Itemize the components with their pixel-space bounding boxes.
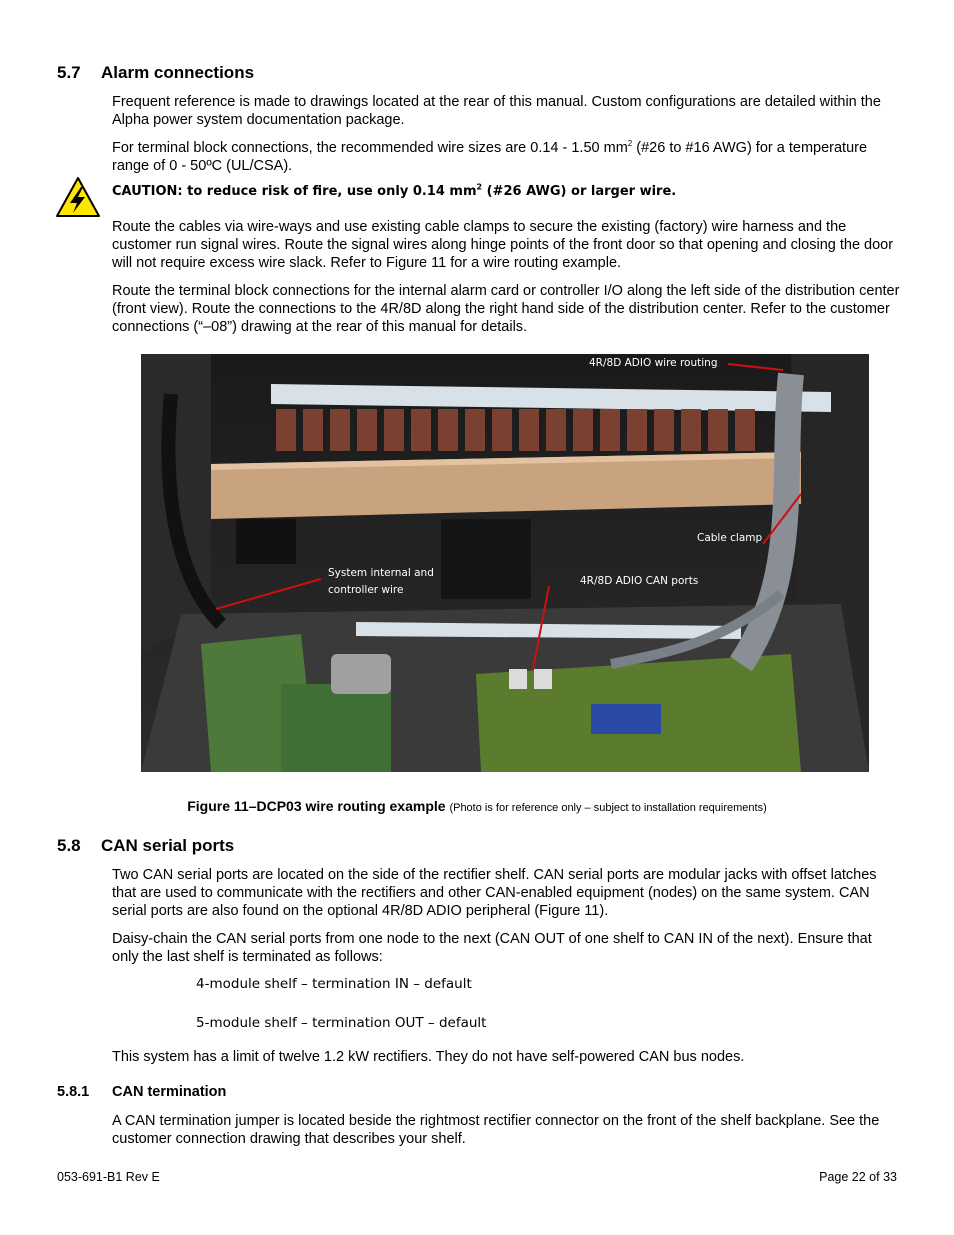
section-number: 5.8	[57, 836, 81, 855]
label-cable-clamp: Cable clamp	[697, 532, 763, 544]
label-adio-wire-routing: 4R/8D ADIO wire routing	[589, 357, 718, 369]
figure-caption: Figure 11–DCP03 wire routing example (Photo is for reference only – subject to installation requirements)	[187, 798, 767, 814]
section-title: CAN termination	[112, 1084, 227, 1100]
caution-text: CAUTION: to reduce risk of fire, use only 0.14 $mm^2$ (#26 AWG) or larger wire.	[112, 182, 677, 199]
section-number: 5.7	[57, 63, 81, 82]
paragraph: Daisy-chain the CAN serial ports from one node to the next (CAN OUT of one shelf to CAN IN of the next). Ensure that only the last shelf is terminated as follows:	[112, 931, 872, 965]
label-can-ports: 4R/8D ADIO CAN ports	[580, 575, 699, 587]
section-title: Alarm connections	[101, 63, 255, 82]
paragraph: This system has a limit of twelve 1.2 kW rectifiers. They do not have self-powered CAN bus nodes.	[112, 1049, 745, 1065]
section-title: CAN serial ports	[101, 836, 235, 855]
wire-routing-photo	[141, 354, 869, 772]
footer-page-number: Page 22 of 33	[819, 1170, 897, 1184]
paragraph: Two CAN serial ports are located on the side of the rectifier shelf. CAN serial ports are modular jacks with offset latches that are used to communicate with the rectifiers and other CAN-enabled equipment (nodes) on the same system. CAN serial ports are also found on the optional 4R/8D ADIO peripheral (Figure 11).	[112, 867, 877, 919]
list-item: 4-module shelf – termination IN – default	[196, 976, 472, 992]
paragraph: Route the terminal block connections for the internal alarm card or controller I/O along the left side of the distribution center (front view). Route the connections to the 4R/8D along the right hand side of the distribution center. Refer to the customer connections (“–08”) drawing at the rear of this manual for details.	[112, 283, 900, 335]
footer-doc-id: 053-691-B1 Rev E	[57, 1170, 160, 1184]
paragraph: Frequent reference is made to drawings located at the rear of this manual. Custom configurations are detailed within the Alpha power system documentation package.	[112, 94, 881, 128]
label-system-wire: System internal and controller wire	[328, 567, 434, 596]
section-heading-5-8-1	[57, 1084, 226, 1100]
caution-icon	[55, 176, 101, 218]
section-heading-5-8	[57, 836, 234, 856]
paragraph: For terminal block connections, the recommended wire sizes are 0.14 - 1.50 $mm^2$ (#26 to #16 AWG) for a temperature range of 0 - 50ºC (UL/CSA).	[112, 139, 868, 174]
paragraph: Route the cables via wire-ways and use existing cable clamps to secure the existing (factory) wire harness and the customer run signal wires. Route the signal wires along hinge points of the front door so that opening and closing the door will not require excess wire slack. Refer to Figure 11 for a wire routing example.	[112, 219, 894, 271]
section-heading-5-7	[57, 63, 254, 83]
paragraph: A CAN termination jumper is located beside the rightmost rectifier connector on the front of the shelf backplane. See the customer connection drawing that describes your shelf.	[112, 1113, 880, 1147]
section-number: 5.8.1	[57, 1084, 90, 1100]
list-item: 5-module shelf – termination OUT – default	[196, 1015, 487, 1031]
